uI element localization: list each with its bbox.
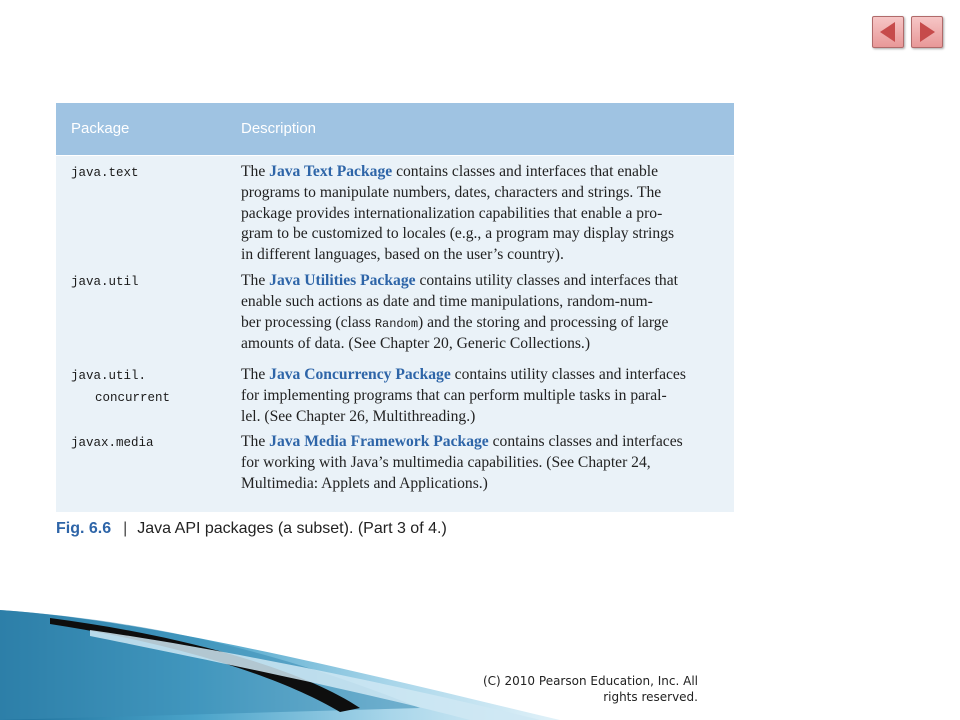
package-name xyxy=(71,271,139,293)
caption-text: Java API packages (a subset). (Part 3 of 4.) xyxy=(137,520,447,537)
description-text: for implementing programs that can perform multiple tasks in paral- xyxy=(241,386,667,404)
description-text: package provides internationalization capabilities that enable a pro- xyxy=(241,204,663,222)
package-table xyxy=(56,103,734,512)
description-text: gram to be customized to locales (e.g., a program may display strings xyxy=(241,225,675,243)
next-slide-button[interactable] xyxy=(911,16,943,48)
description-text: programs to manipulate numbers, dates, characters and strings. The xyxy=(241,183,662,201)
package-description xyxy=(241,432,729,494)
description-text: Multimedia: Applets and Applications.) xyxy=(241,474,488,492)
description-text: The xyxy=(241,272,270,289)
triangle-left-icon xyxy=(873,17,903,47)
description-text: ber processing (class xyxy=(241,313,375,331)
copyright-line: (C) 2010 Pearson Education, Inc. All xyxy=(482,674,698,688)
package-title: Java Utilities Package xyxy=(269,272,416,289)
description-text: enable such actions as date and time manipulations, random-num- xyxy=(241,292,653,310)
package-description xyxy=(241,365,729,427)
description-text: The xyxy=(241,163,270,180)
description-text: contains classes and interfaces xyxy=(488,433,683,450)
description-line xyxy=(241,386,729,407)
description-line xyxy=(241,292,729,313)
package-name-line: java.text xyxy=(71,166,139,180)
description-line xyxy=(241,334,729,355)
description-line xyxy=(241,271,729,292)
description-line xyxy=(241,313,729,335)
code-term: Random xyxy=(374,316,419,331)
package-name-line: java.util. xyxy=(71,369,147,383)
description-text: amounts of data. (See Chapter 20, Generic Collections.) xyxy=(241,335,591,353)
copyright-line: rights reserved. xyxy=(603,690,698,704)
caption-separator: | xyxy=(123,520,128,537)
package-name-line: javax.media xyxy=(71,436,154,450)
package-name xyxy=(71,162,139,184)
figure-caption xyxy=(56,520,447,538)
description-line xyxy=(241,204,729,225)
package-title: Java Concurrency Package xyxy=(269,366,451,383)
description-line xyxy=(241,365,729,386)
description-line xyxy=(241,162,729,183)
header-description: Description xyxy=(241,120,317,137)
previous-slide-button[interactable] xyxy=(872,16,904,48)
triangle-right-icon xyxy=(912,17,942,47)
description-line xyxy=(241,183,729,204)
package-title: Java Text Package xyxy=(269,163,393,180)
description-text: contains classes and interfaces that enable xyxy=(392,163,659,180)
package-description xyxy=(241,271,729,355)
description-text: The xyxy=(241,366,270,383)
description-line xyxy=(241,407,729,428)
copyright-notice xyxy=(440,673,698,705)
package-name xyxy=(71,432,154,454)
table-header xyxy=(56,103,734,156)
description-text: The xyxy=(241,433,270,450)
package-title: Java Media Framework Package xyxy=(269,433,489,450)
package-name-line: java.util xyxy=(71,275,139,289)
package-name xyxy=(71,365,170,409)
description-line xyxy=(241,224,729,245)
description-line xyxy=(241,245,729,266)
description-text: lel. (See Chapter 26, Multithreading.) xyxy=(241,407,476,425)
description-text: ) and the storing and processing of large xyxy=(418,313,669,331)
description-text: in different languages, based on the user’s country). xyxy=(241,246,564,264)
description-line xyxy=(241,474,729,495)
description-text: for working with Java’s multimedia capabilities. (See Chapter 24, xyxy=(241,453,651,471)
package-name-line: concurrent xyxy=(95,391,171,405)
package-description xyxy=(241,162,729,266)
figure-number: Fig. 6.6 xyxy=(56,520,112,537)
header-package: Package xyxy=(71,120,130,137)
description-text: contains utility classes and interfaces that xyxy=(415,272,678,289)
description-text: contains utility classes and interfaces xyxy=(450,366,686,383)
description-line xyxy=(241,453,729,474)
description-line xyxy=(241,432,729,453)
